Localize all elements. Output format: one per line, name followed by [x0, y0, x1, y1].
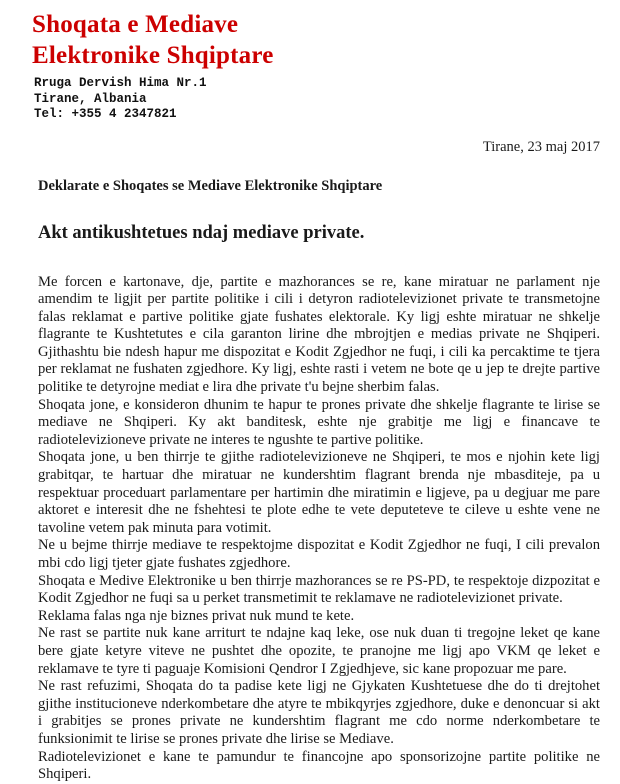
paragraph: Me forcen e kartonave, dje, partite e mazhorances se re, kane miratuar ne parlament nje amendim te ligjit per partite politike i cili i detyron radiotelevizionet private te transmetojne falas reklamat e partive politike gjate fushates elektorale. Ky ligj eshte miratuar ne shkelje flagrante te Kushtetutes e cila garanton lirine dhe mbrojtjen e medias private ne Shqiperi. Gjithashtu bie ndesh hapur me dispozitat e Kodit Zgjedhor ne fuqi, i cili ka percaktime te tjera per reklamat ne fushaten zgjedhore. Ky ligj, eshte rasti i vetem ne bote qe u jep te drejte partive politike te detyrojne mediat e lira dhe private t'u bejne sherbim falas. — [38, 273, 600, 396]
address-street: Rruga Dervish Hima Nr.1 — [34, 76, 207, 90]
address-block — [34, 76, 606, 123]
paragraph: Ne rast se partite nuk kane arriturt te ndajne kaq leke, ose nuk duan ti tregojne leket qe kane bere gjate ketyre viteve ne pushtet dhe opozite, te pranojne me ligj apo VKM qe leket e reklamave te tyre ti paguaje Komisioni Qendror I Zgjedhjeve, sic kane propozuar me pare. — [38, 625, 600, 677]
paragraph: Shoqata jone, u ben thirrje te gjithe radiotelevizioneve ne Shqiperi, te mos e njohin kete ligj grabitqar, te hartuar dhe miratuar ne kundershtim flagrant brenda nje mbasditeje, pa u respektuar proceduart parlamentare per hartimin dhe miratimin e ligjeve, pa u degjuar me pare aktoret e interesit dhe ne fshehtesi te plote edhe te vete deputeteve te cileve u eshte vene ne tavoline vetem pak minuta para votimit. — [38, 449, 600, 536]
organization-name-line1: Shoqata e Mediave — [32, 11, 239, 38]
paragraph: Reklama falas nga nje biznes privat nuk mund te kete. — [38, 607, 355, 624]
paragraph: Shoqata jone, e konsideron dhunim te hapur te prones private dhe shkelje flagrante te lirise se mediave ne Shqiperi. Ky akt banditesk, eshte nje grabitje me ligj e financave te radiotelevizioneve private ne interes te ngushte te partive politike. — [38, 396, 600, 448]
address-phone: Tel: +355 4 2347821 — [34, 107, 177, 121]
page-title: Akt antikushtetues ndaj mediave private. — [38, 222, 365, 243]
paragraph: Ne u bejme thirrje mediave te respektojme dispozitat e Kodit Zgjedhor ne fuqi, I cili prevalon mbi cdo ligj tjeter gjate fushates zgjedhore. — [38, 537, 600, 571]
letterhead — [32, 10, 606, 123]
organization-name-line2: Elektronike Shqiptare — [32, 42, 274, 69]
declaration-line: Deklarate e Shoqates se Mediave Elektronike Shqiptare — [38, 177, 383, 194]
paragraph: Shoqata e Medive Elektronike u ben thirrje mazhorances se re PS-PD, te respektoje dizpozitat e Kodit Zgjedhor ne fuqi sa u perket transmetimit te reklamave ne radiotelevizionet private. — [38, 572, 600, 607]
paragraph: Radiotelevizionet e kane te pamundur te financojne apo sponsorizojne partite politike ne Shqiperi. — [38, 748, 600, 783]
paragraph: Ne rast refuzimi, Shoqata do ta padise kete ligj ne Gjykaten Kushtetuese dhe do ti drejtohet gjithe institucioneve nderkombetare dhe atyre te mbikqyrjes zgjedhore, duke e denoncuar si akt i grabitjes se prones private ne kundershtim flagrant me cdo norme nderkombetare te funksionimit te lirise se prones private dhe lirise se Mediave. — [38, 678, 600, 747]
date-line: Tirane, 23 maj 2017 — [482, 138, 600, 155]
body-text — [38, 274, 600, 784]
address-city: Tirane, Albania — [34, 91, 147, 106]
